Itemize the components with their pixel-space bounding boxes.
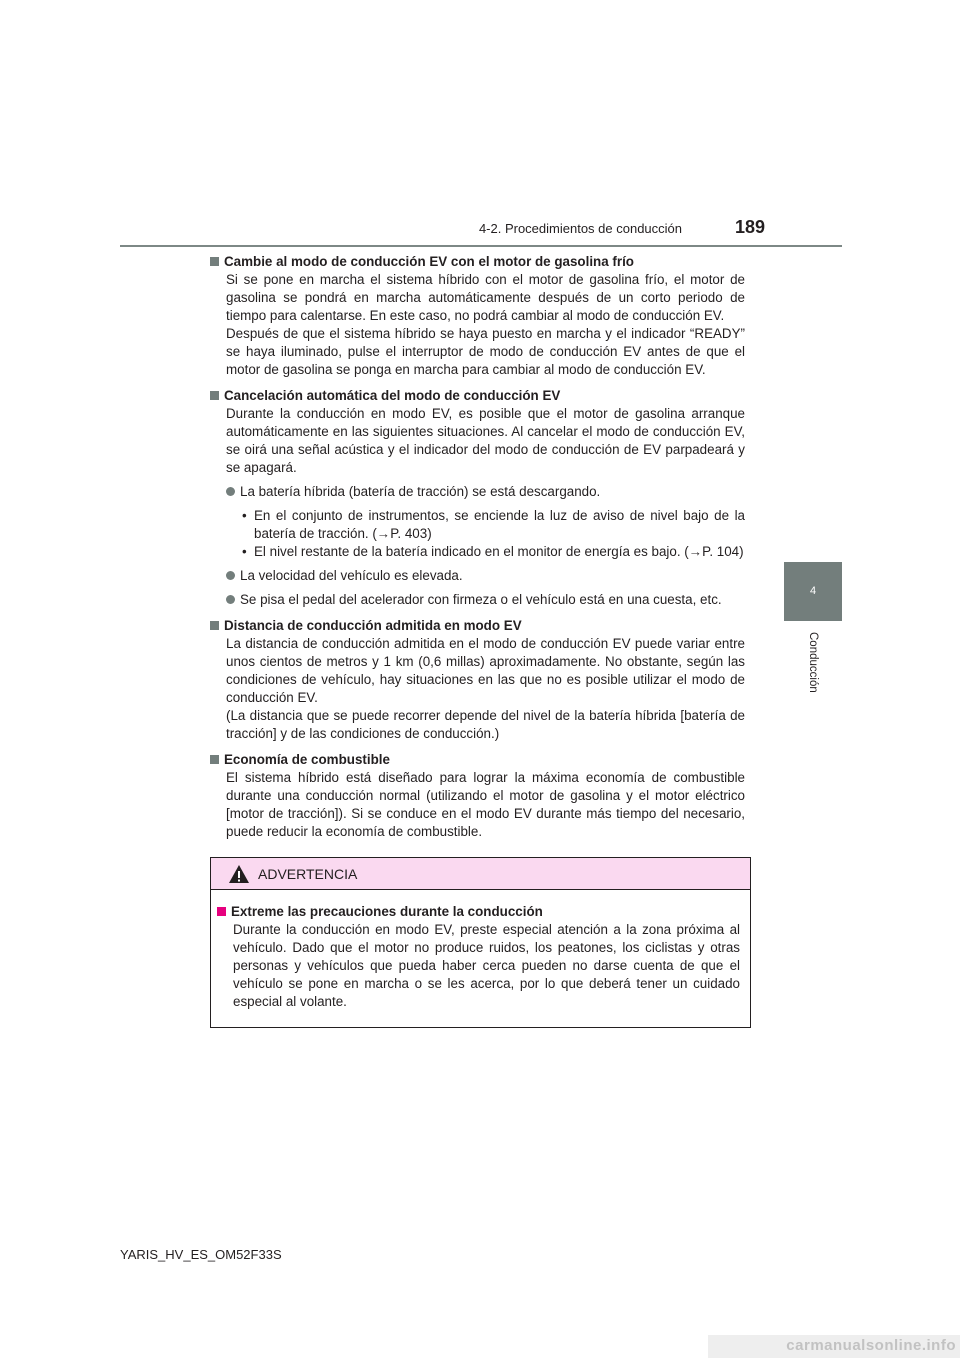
warning-box bbox=[210, 857, 751, 1028]
square-bullet-icon bbox=[217, 907, 226, 916]
square-bullet-icon bbox=[210, 391, 219, 400]
paragraph: Después de que el sistema híbrido se haya puesto en marcha y el indicador “READY” se haya iluminado, pulse el interruptor de modo de conducción EV antes de que el motor de gasolina se ponga en marcha para cambiar al modo de conducción EV. bbox=[226, 326, 745, 377]
circle-bullet-icon bbox=[226, 571, 235, 580]
header-section-title: 4-2. Procedimientos de conducción bbox=[478, 221, 682, 236]
square-bullet-icon bbox=[210, 257, 219, 266]
warning-text: Durante la conducción en modo EV, preste especial atención a la zona próxima al vehículo. Dado que el motor no produce ruidos, los peatones, los ciclistas y otras personas y vehículos que pueda haber cerca pueden no darse cuenta de que el vehículo se pone en marcha o se les acerca, por lo que deberá tener un cuidado especial al volante. bbox=[233, 922, 740, 1009]
section-heading: Economía de combustible bbox=[210, 751, 745, 769]
list-item: La velocidad del vehículo es elevada. bbox=[226, 567, 745, 585]
paragraph: La distancia de conducción admitida en el modo de conducción EV puede variar entre unos cientos de metros y 1 km (0,6 millas) aproximadamente. No obstante, según las condiciones de vehículo, hay situaciones en las que no es posible utilizar el modo de conducción EV. bbox=[226, 636, 745, 705]
sub-list-item: • En el conjunto de instrumentos, se enciende la luz de aviso de nivel bajo de la batería de tracción. (→P. 403) bbox=[242, 508, 745, 541]
document-code: YARIS_HV_ES_OM52F33S bbox=[120, 1247, 282, 1262]
warning-header bbox=[211, 858, 750, 890]
section-cold-engine bbox=[210, 253, 745, 379]
paragraph: (La distancia que se puede recorrer depende del nivel de la batería híbrida [batería de tracción] y de las condiciones de conducción.) bbox=[226, 708, 745, 741]
section-fuel-economy bbox=[210, 751, 745, 841]
square-bullet-icon bbox=[210, 621, 219, 630]
section-ev-distance bbox=[210, 617, 745, 743]
circle-bullet-icon bbox=[226, 487, 235, 496]
warning-body bbox=[211, 890, 750, 1011]
section-heading: Distancia de conducción admitida en modo EV bbox=[210, 617, 745, 635]
list-item: La batería híbrida (batería de tracción) se está descargando. bbox=[226, 483, 745, 501]
section-heading: Cancelación automática del modo de conducción EV bbox=[210, 387, 745, 405]
square-bullet-icon bbox=[210, 755, 219, 764]
chapter-label-text: Conducción bbox=[807, 632, 819, 693]
page-number: 189 bbox=[735, 217, 766, 237]
header-divider bbox=[120, 245, 842, 247]
section-auto-cancel bbox=[210, 387, 745, 609]
circle-bullet-icon bbox=[226, 595, 235, 604]
warning-title: ADVERTENCIA bbox=[258, 865, 358, 882]
paragraph: Durante la conducción en modo EV, es posible que el motor de gasolina arranque automáticamente en las siguientes situaciones. Al cancelar el modo de conducción EV, se oirá una señal acústica y el indicador del modo de conducción de EV parpadeará y se apagará. bbox=[226, 406, 745, 475]
chapter-label bbox=[805, 632, 821, 702]
paragraph: Si se pone en marcha el sistema híbrido con el motor de gasolina frío, el motor de gasolina se pondrá en marcha automáticamente después de un corto periodo de tiempo para calentarse. En este caso, no podrá cambiar al modo de conducción EV. bbox=[226, 272, 745, 323]
warning-heading: Extreme las precauciones durante la conducción bbox=[217, 903, 740, 921]
page-content bbox=[210, 253, 745, 849]
list-item: Se pisa el pedal del acelerador con firmeza o el vehículo está en una cuesta, etc. bbox=[226, 591, 745, 609]
sub-list-item: • El nivel restante de la batería indicado en el monitor de energía es bajo. (→P. 104) bbox=[242, 544, 744, 559]
paragraph: El sistema híbrido está diseñado para lograr la máxima economía de combustible durante una conducción normal (utilizando el motor de gasolina y el motor eléctrico [motor de tracción]). Si se conduce en el modo EV durante más tiempo del necesario, puede reducir la economía de combustible. bbox=[226, 770, 745, 839]
chapter-tab[interactable]: 4 bbox=[784, 562, 842, 621]
watermark bbox=[708, 1335, 960, 1358]
warning-triangle-icon bbox=[228, 864, 250, 884]
watermark-text: carmanualsonline.info bbox=[786, 1337, 956, 1354]
section-heading: Cambie al modo de conducción EV con el motor de gasolina frío bbox=[210, 253, 745, 271]
